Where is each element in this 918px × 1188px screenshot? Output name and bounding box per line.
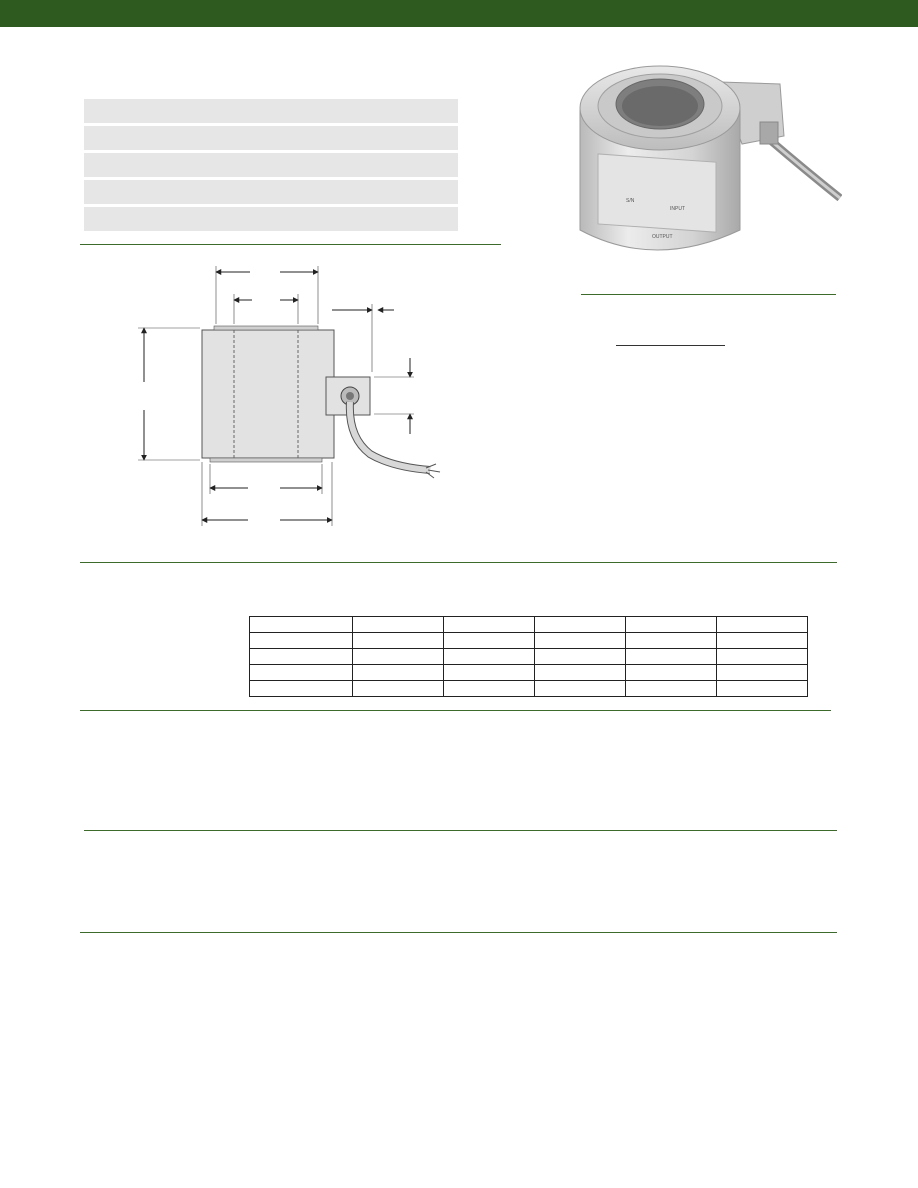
table-cell	[353, 617, 444, 633]
feature-row	[84, 207, 458, 231]
table-cell	[717, 681, 808, 697]
table-row	[250, 681, 808, 697]
table-cell	[444, 649, 535, 665]
photo-label-output: OUTPUT	[652, 234, 673, 240]
table-cell	[535, 649, 626, 665]
feature-row	[84, 153, 458, 177]
table-row	[250, 649, 808, 665]
table-row	[250, 665, 808, 681]
table-cell	[535, 617, 626, 633]
product-photo	[570, 60, 842, 290]
table-cell	[535, 633, 626, 649]
table-cell	[250, 665, 353, 681]
dimension-drawing	[130, 262, 470, 534]
table-cell	[353, 665, 444, 681]
table-cell	[535, 665, 626, 681]
table-cell	[626, 633, 717, 649]
feature-row	[84, 126, 458, 150]
section-divider	[80, 932, 837, 933]
table-cell	[717, 633, 808, 649]
table-row	[250, 633, 808, 649]
table-cell	[353, 681, 444, 697]
table-cell	[250, 633, 353, 649]
table-cell	[353, 633, 444, 649]
feature-row	[84, 99, 458, 123]
table-row	[250, 617, 808, 633]
table-cell	[444, 665, 535, 681]
photo-divider	[581, 294, 836, 295]
table-cell	[535, 681, 626, 697]
table-cell	[250, 649, 353, 665]
section-divider	[84, 830, 837, 831]
table-cell	[353, 649, 444, 665]
table-cell	[717, 617, 808, 633]
table-cell	[626, 617, 717, 633]
header-bar	[0, 0, 918, 27]
table-cell	[250, 681, 353, 697]
table-cell	[717, 665, 808, 681]
table-cell	[250, 617, 353, 633]
section-divider	[80, 710, 831, 711]
table-cell	[626, 665, 717, 681]
photo-label-sn: S/N	[626, 198, 635, 204]
feature-row	[84, 180, 458, 204]
underlined-link[interactable]	[616, 345, 725, 346]
spec-table	[249, 616, 808, 697]
table-cell	[444, 681, 535, 697]
photo-label-input: INPUT	[670, 206, 685, 212]
feature-list	[84, 99, 458, 234]
table-cell	[626, 649, 717, 665]
table-cell	[444, 617, 535, 633]
table-cell	[626, 681, 717, 697]
section-divider	[80, 244, 501, 245]
table-cell	[444, 633, 535, 649]
section-divider	[80, 562, 837, 563]
table-cell	[717, 649, 808, 665]
